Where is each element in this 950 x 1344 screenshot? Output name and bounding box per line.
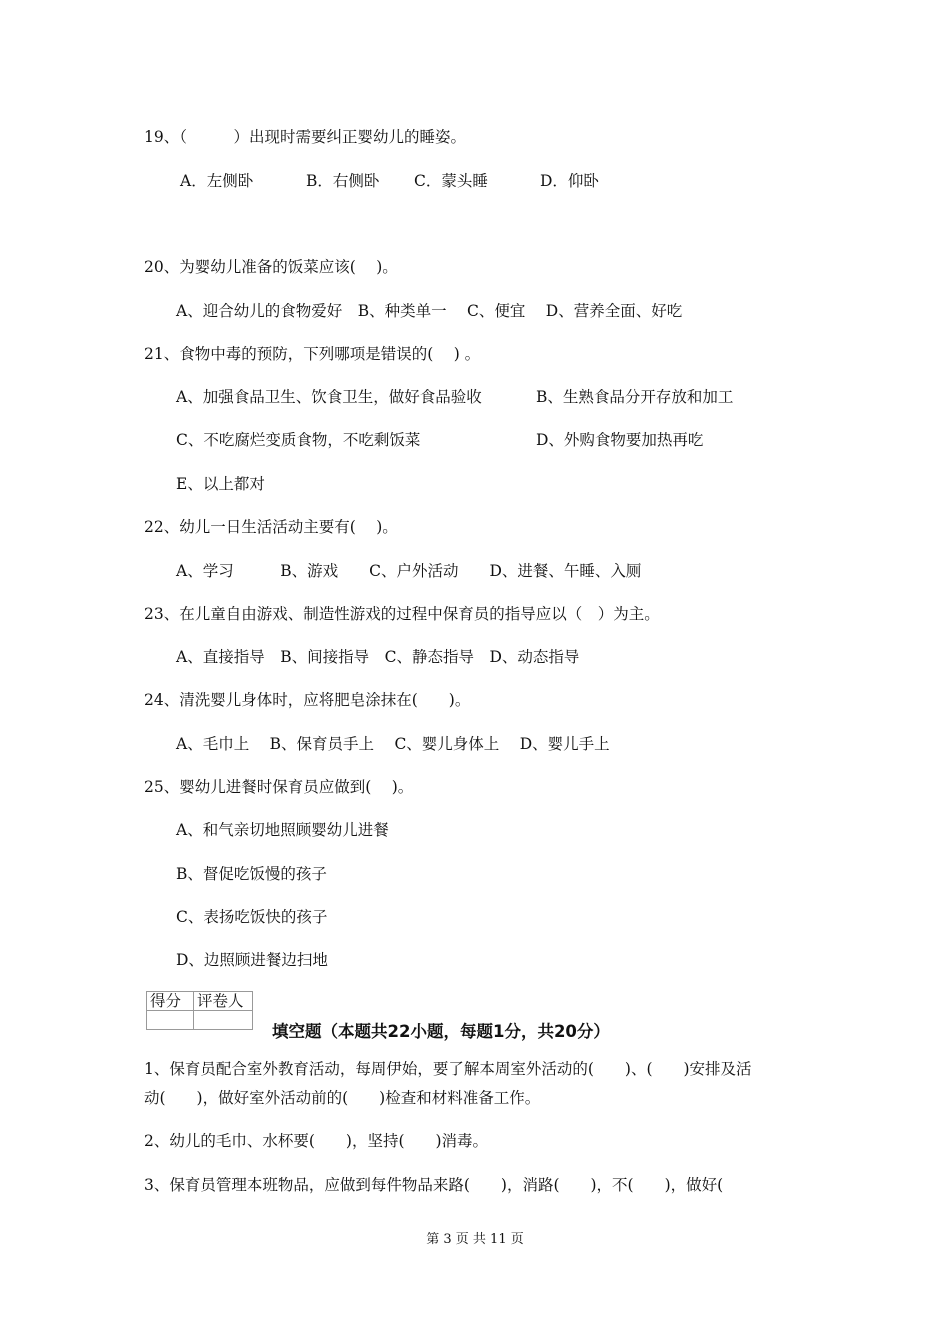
- question-23-stem: 23、在儿童自由游戏、制造性游戏的过程中保育员的指导应以（ ）为主。: [144, 605, 660, 623]
- question-21-option-a: A、加强食品卫生、饮食卫生，做好食品验收: [176, 388, 482, 406]
- question-19-option-c: C．蒙头睡: [414, 172, 488, 190]
- question-22-stem: 22、幼儿一日生活活动主要有( )。: [144, 518, 398, 536]
- question-21-option-e: E、以上都对: [176, 475, 265, 493]
- question-20-stem: 20、为婴幼儿准备的饭菜应该( )。: [144, 258, 398, 276]
- fill-question-3: 3、保育员管理本班物品，应做到每件物品来路( )，消路( )，不( )，做好(: [144, 1176, 724, 1194]
- question-25-option-c: C、表扬吃饭快的孩子: [176, 908, 328, 926]
- question-20-options: A、迎合幼儿的食物爱好 B、种类单一 C、便宜 D、营养全面、好吃: [176, 302, 683, 320]
- question-21-option-d: D、外购食物要加热再吃: [536, 431, 704, 449]
- question-25-stem: 25、婴幼儿进餐时保育员应做到( )。: [144, 778, 414, 796]
- score-header: 得分: [147, 992, 194, 1011]
- question-21-option-b: B、生熟食品分开存放和加工: [536, 388, 734, 406]
- question-19-option-a: A．左侧卧: [180, 172, 254, 190]
- question-24-stem: 24、清洗婴儿身体时，应将肥皂涂抹在( )。: [144, 691, 471, 709]
- question-19-option-b: B．右侧卧: [306, 172, 380, 190]
- fill-question-1-line-2: 动( )，做好室外活动前的( )检查和材料准备工作。: [144, 1089, 541, 1107]
- question-21-option-c: C、不吃腐烂变质食物，不吃剩饭菜: [176, 431, 421, 449]
- section-title-fill-in: 填空题（本题共22小题，每题1分，共20分）: [272, 1022, 610, 1041]
- question-25-option-a: A、和气亲切地照顾婴幼儿进餐: [176, 821, 389, 839]
- grader-header: 评卷人: [194, 992, 253, 1011]
- question-23-options: A、直接指导 B、间接指导 C、静态指导 D、动态指导: [176, 648, 580, 666]
- question-19-option-d: D．仰卧: [540, 172, 599, 190]
- question-24-options: A、毛巾上 B、保育员手上 C、婴儿身体上 D、婴儿手上: [176, 735, 610, 753]
- score-table: [146, 991, 253, 1030]
- grader-cell: [194, 1011, 253, 1030]
- question-22-options: A、学习 B、游戏 C、户外活动 D、进餐、午睡、入厕: [176, 562, 642, 580]
- score-cell: [147, 1011, 194, 1030]
- question-25-option-d: D、边照顾进餐边扫地: [176, 951, 328, 969]
- question-21-stem: 21、食物中毒的预防，下列哪项是错误的( ) 。: [144, 345, 481, 363]
- page-footer: 第 3 页 共 11 页: [426, 1232, 524, 1247]
- question-19-stem: 19、（ ）出现时需要纠正婴幼儿的睡姿。: [144, 128, 466, 146]
- fill-question-2: 2、幼儿的毛巾、水杯要( )，坚持( )消毒。: [144, 1132, 489, 1150]
- fill-question-1-line-1: 1、保育员配合室外教育活动，每周伊始，要了解本周室外活动的( )、( )安排及活: [144, 1060, 752, 1078]
- question-25-option-b: B、督促吃饭慢的孩子: [176, 865, 327, 883]
